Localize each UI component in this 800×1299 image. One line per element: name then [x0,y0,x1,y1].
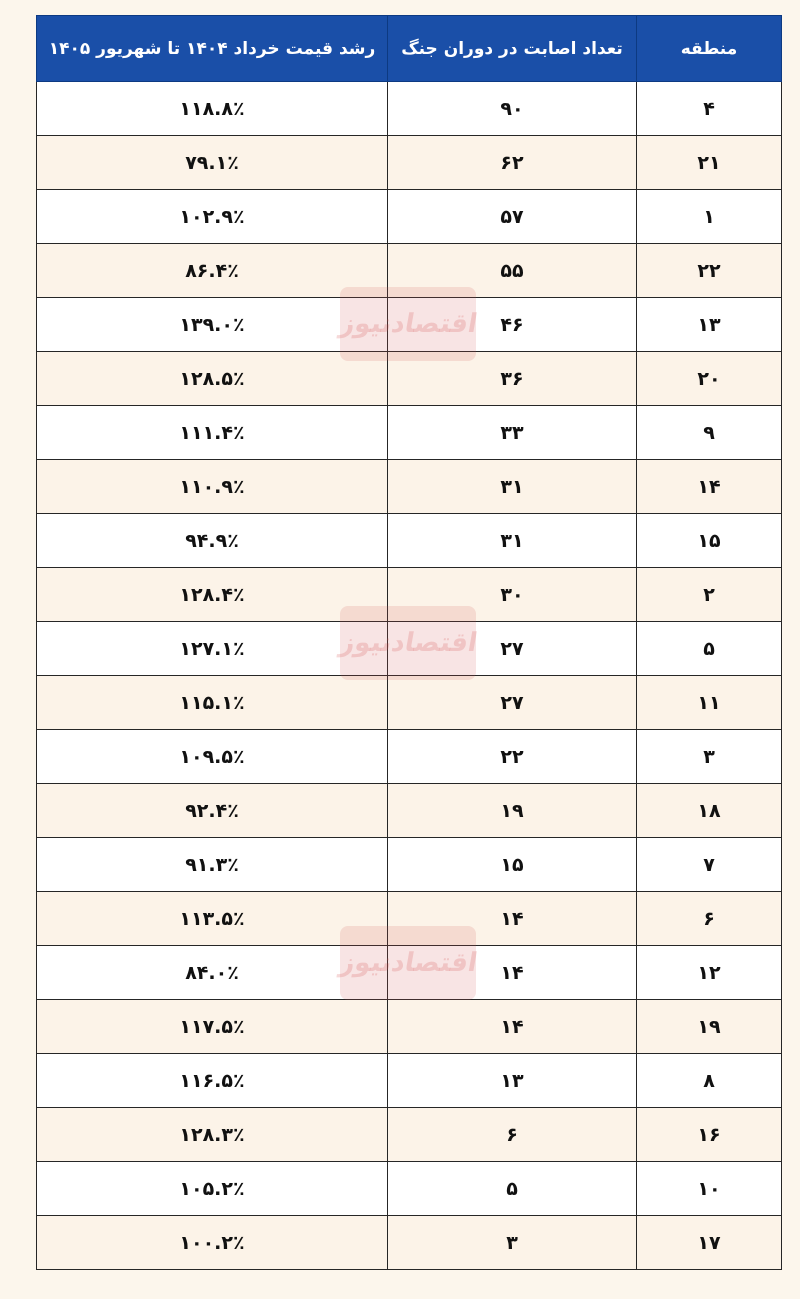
data-table [36,15,782,1270]
cell-region: ۶ [637,892,782,946]
cell-region: ۱۲ [637,946,782,1000]
cell-region: ۱۰ [637,1162,782,1216]
cell-region: ۱۷ [637,1216,782,1270]
cell-growth: ۹۴.۹٪ [37,514,388,568]
cell-region: ۱۹ [637,1000,782,1054]
cell-growth: ۱۲۷.۱٪ [37,622,388,676]
table-body [37,82,782,1270]
cell-region: ۱۶ [637,1108,782,1162]
cell-region: ۱۱ [637,676,782,730]
cell-growth: ۱۰۰.۲٪ [37,1216,388,1270]
cell-region: ۲۱ [637,136,782,190]
cell-growth: ۱۲۸.۵٪ [37,352,388,406]
cell-region: ۱۵ [637,514,782,568]
cell-growth: ۱۳۹.۰٪ [37,298,388,352]
cell-hits: ۵ [388,1162,637,1216]
table-row [37,406,782,460]
cell-growth: ۷۹.۱٪ [37,136,388,190]
cell-region: ۲۰ [637,352,782,406]
cell-region: ۴ [637,82,782,136]
cell-region: ۸ [637,1054,782,1108]
cell-region: ۱۴ [637,460,782,514]
table-row [37,946,782,1000]
cell-growth: ۸۶.۴٪ [37,244,388,298]
cell-growth: ۱۱۰.۹٪ [37,460,388,514]
cell-growth: ۱۰۲.۹٪ [37,190,388,244]
cell-hits: ۱۹ [388,784,637,838]
cell-growth: ۱۱۵.۱٪ [37,676,388,730]
cell-region: ۵ [637,622,782,676]
cell-hits: ۳۱ [388,460,637,514]
cell-growth: ۹۲.۴٪ [37,784,388,838]
cell-growth: ۱۱۶.۵٪ [37,1054,388,1108]
table-row [37,676,782,730]
watermark-text: اقتصادنیوز [336,628,480,658]
watermark-text: اقتصادنیوز [336,948,480,978]
cell-hits: ۴۶ [388,298,637,352]
cell-growth: ۸۴.۰٪ [37,946,388,1000]
table-row [37,892,782,946]
cell-hits: ۲۷ [388,622,637,676]
cell-hits: ۲۲ [388,730,637,784]
cell-growth: ۱۱۱.۴٪ [37,406,388,460]
cell-hits: ۶۲ [388,136,637,190]
table-row [37,838,782,892]
header-growth: رشد قیمت خرداد ۱۴۰۴ تا شهریور ۱۴۰۵ [37,16,388,82]
table-row [37,730,782,784]
cell-hits: ۱۴ [388,892,637,946]
cell-region: ۹ [637,406,782,460]
table-row [37,82,782,136]
cell-growth: ۱۱۳.۵٪ [37,892,388,946]
table-row [37,136,782,190]
cell-region: ۲ [637,568,782,622]
table-row [37,352,782,406]
cell-region: ۲۲ [637,244,782,298]
cell-hits: ۹۰ [388,82,637,136]
cell-growth: ۱۱۸.۸٪ [37,82,388,136]
cell-hits: ۳۳ [388,406,637,460]
table-row [37,622,782,676]
cell-region: ۱۳ [637,298,782,352]
cell-growth: ۱۰۵.۲٪ [37,1162,388,1216]
cell-hits: ۳۰ [388,568,637,622]
cell-region: ۳ [637,730,782,784]
cell-hits: ۳ [388,1216,637,1270]
cell-region: ۱۸ [637,784,782,838]
table-row [37,568,782,622]
cell-hits: ۱۳ [388,1054,637,1108]
table-row [37,1054,782,1108]
header-region: منطقه [637,16,782,82]
cell-growth: ۹۱.۳٪ [37,838,388,892]
table-row [37,298,782,352]
watermark-text: اقتصادنیوز [336,309,480,339]
cell-hits: ۵۷ [388,190,637,244]
table-row [37,1108,782,1162]
table-row [37,784,782,838]
table-row [37,1162,782,1216]
table-row [37,1216,782,1270]
cell-growth: ۱۲۸.۴٪ [37,568,388,622]
cell-hits: ۳۱ [388,514,637,568]
table-row [37,1000,782,1054]
cell-hits: ۱۵ [388,838,637,892]
cell-hits: ۶ [388,1108,637,1162]
cell-hits: ۱۴ [388,1000,637,1054]
table-row [37,244,782,298]
header-row [37,16,782,82]
table-row [37,514,782,568]
cell-hits: ۱۴ [388,946,637,1000]
cell-growth: ۱۱۷.۵٪ [37,1000,388,1054]
header-hits: تعداد اصابت در دوران جنگ [388,16,637,82]
cell-region: ۷ [637,838,782,892]
cell-hits: ۲۷ [388,676,637,730]
table-row [37,190,782,244]
cell-hits: ۵۵ [388,244,637,298]
cell-hits: ۳۶ [388,352,637,406]
cell-region: ۱ [637,190,782,244]
cell-growth: ۱۲۸.۳٪ [37,1108,388,1162]
cell-growth: ۱۰۹.۵٪ [37,730,388,784]
table-row [37,460,782,514]
